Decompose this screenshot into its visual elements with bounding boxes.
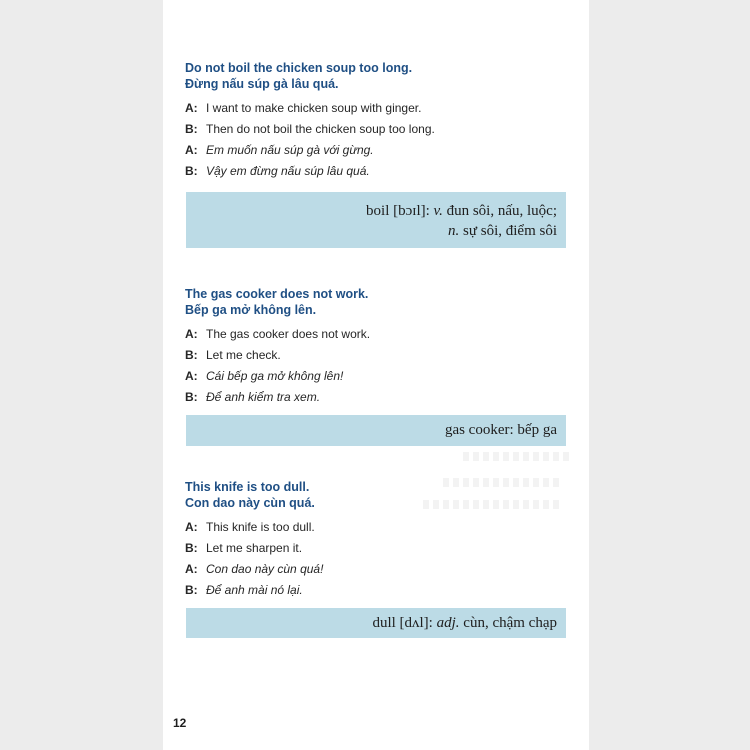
speaker-label: A: [185, 143, 198, 157]
vocab-line [186, 201, 557, 221]
dialogue-line [185, 348, 573, 369]
speaker-label: B: [185, 583, 198, 597]
part-of-speech: adj. [436, 615, 460, 631]
utterance: Let me check. [206, 348, 281, 362]
speaker-label: A: [185, 327, 198, 341]
vocab-meaning: sự sôi, điểm sôi [463, 223, 557, 239]
vocab-term: dull [dʌl]: [372, 615, 433, 631]
vocab-box-gas-cooker [186, 415, 566, 446]
vocab-line [186, 420, 557, 440]
utterance: I want to make chicken soup with ginger. [206, 101, 422, 115]
section-title-vi: Đừng nấu súp gà lâu quá. [185, 77, 339, 91]
dialogue [185, 101, 573, 185]
speaker-label: B: [185, 164, 198, 178]
vocab-meaning: cùn, chậm chạp [463, 615, 557, 631]
dialogue-line [185, 583, 573, 604]
vocab-meaning: đun sôi, nấu, luộc; [446, 203, 557, 219]
section-title-vi: Bếp ga mở không lên. [185, 303, 317, 317]
utterance: Em muốn nấu súp gà với gừng. [206, 143, 374, 157]
speaker-label: A: [185, 520, 198, 534]
dialogue-line [185, 164, 573, 185]
dialogue-line [185, 369, 573, 390]
dialogue-line [185, 327, 573, 348]
part-of-speech: v. [433, 203, 443, 219]
dialogue-section-boil [185, 60, 573, 185]
vocab-line [186, 221, 557, 241]
utterance: The gas cooker does not work. [206, 327, 371, 341]
speaker-label: A: [185, 562, 198, 576]
vocab-box-dull [186, 608, 566, 638]
speaker-label: A: [185, 101, 198, 115]
dialogue-line [185, 541, 573, 562]
dialogue [185, 520, 573, 604]
dialogue-line [185, 390, 573, 411]
dialogue-line [185, 101, 573, 122]
part-of-speech: n. [448, 223, 460, 239]
utterance: Cái bếp ga mở không lên! [206, 369, 344, 383]
show-through-text [463, 452, 573, 461]
speaker-label: B: [185, 390, 198, 404]
section-title-en: This knife is too dull. [185, 480, 310, 494]
dialogue-line [185, 122, 573, 143]
dialogue-line [185, 562, 573, 583]
speaker-label: B: [185, 122, 198, 136]
utterance: Let me sharpen it. [206, 541, 303, 555]
dialogue-line [185, 520, 573, 541]
vocab-line [186, 613, 557, 633]
section-title-en: The gas cooker does not work. [185, 287, 369, 301]
vocab-box-boil [186, 192, 566, 248]
dialogue-section-knife [185, 479, 573, 604]
vocab-term: boil [bɔɪl]: [366, 203, 430, 219]
utterance: Then do not boil the chicken soup too long. [206, 122, 435, 136]
section-title-en: Do not boil the chicken soup too long. [185, 61, 413, 75]
utterance: Để anh kiểm tra xem. [206, 390, 321, 404]
speaker-label: B: [185, 348, 198, 362]
dialogue-section-gas-cooker [185, 286, 573, 411]
speaker-label: A: [185, 369, 198, 383]
vocab-term: gas cooker: [444, 422, 514, 438]
dialogue-line [185, 143, 573, 164]
vocab-meaning: bếp ga [517, 422, 557, 438]
section-title-vi: Con dao này cùn quá. [185, 496, 315, 510]
utterance: Để anh mài nó lại. [206, 583, 303, 597]
utterance: Con dao này cùn quá! [206, 562, 324, 576]
speaker-label: B: [185, 541, 198, 555]
utterance: This knife is too dull. [206, 520, 315, 534]
utterance: Vậy em đừng nấu súp lâu quá. [206, 164, 370, 178]
page-number: 12 [173, 716, 187, 730]
dialogue [185, 327, 573, 411]
